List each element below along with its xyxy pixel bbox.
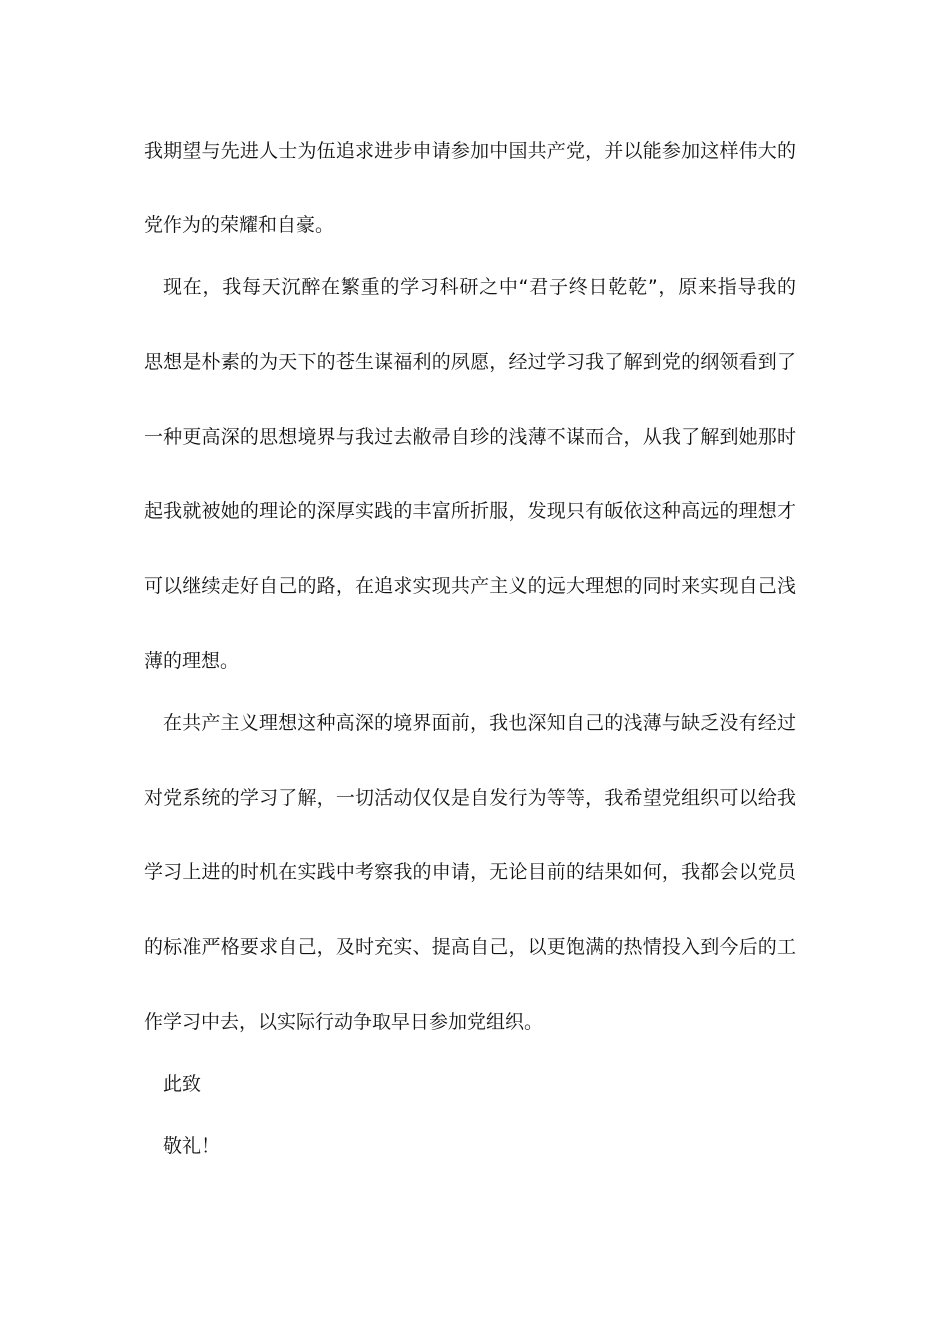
paragraph-line-13: 作学习中去，以实际行动争取早日参加党组织。 [144,1011,544,1033]
paragraph-line-4: 思想是朴素的为天下的苍生谋福利的夙愿，经过学习我了解到党的纲领看到了 [144,351,796,373]
closing-regards: 敬礼！ [163,1135,221,1157]
paragraph-line-10: 对党系统的学习了解，一切活动仅仅是自发行为等等，我希望党组织可以给我 [144,787,796,809]
paragraph-line-8: 薄的理想。 [144,650,240,672]
paragraph-line-6: 起我就被她的理论的深厚实践的丰富所折服，发现只有皈依这种高远的理想才 [144,500,796,522]
paragraph-line-12: 的标准严格要求自己，及时充实、提高自己，以更饱满的热情投入到今后的工 [144,936,796,958]
paragraph-line-7: 可以继续走好自己的路，在追求实现共产主义的远大理想的同时来实现自己浅 [144,575,796,597]
closing-salutation: 此致 [163,1073,202,1095]
paragraph-line-2: 党作为的荣耀和自豪。 [144,214,335,236]
paragraph-line-9: 在共产主义理想这种高深的境界面前，我也深知自己的浅薄与缺乏没有经过 [163,712,796,734]
paragraph-line-1: 我期望与先进人士为伍追求进步申请参加中国共产党，并以能参加这样伟大的 [144,140,796,162]
paragraph-line-11: 学习上进的时机在实践中考察我的申请，无论目前的结果如何，我都会以党员 [144,861,796,883]
paragraph-line-5: 一种更高深的思想境界与我过去敝帚自珍的浅薄不谋而合，从我了解到她那时 [144,426,796,448]
paragraph-line-3: 现在，我每天沉醉在繁重的学习科研之中“君子终日乾乾”，原来指导我的 [163,276,796,298]
